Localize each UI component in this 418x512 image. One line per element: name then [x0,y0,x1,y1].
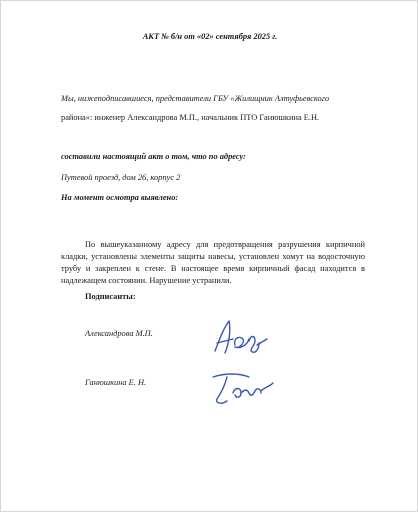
act-title: АКТ № б/н от «02» сентября 2025 г. [142,32,278,41]
intro-line-2: района»: инженер Александрова М.П., начальник ПТО Ганюшкина Е.Н. [61,113,320,122]
compiled-line: составили настоящий акт о том, что по адресу: [61,152,246,161]
signatory-name-2: Ганюшкина Е. Н. [85,378,147,387]
inspection-heading: На момент осмотра выявлено: [61,193,179,202]
findings-paragraph: По вышеуказанному адресу для предотвращения разрушения кирпичной кладки, установлены элементы защиты навесы, установлен хомут на водосточную трубу и закреплен к стене. В настоящее время кирпичный фасад находится в надлежащем состоянии. Нарушение устранили. [61,240,365,285]
signature-1 [205,311,275,361]
signatories-heading: Подписанты: [85,292,136,301]
signatory-name-1: Александрова М.П. [85,329,153,338]
signature-2 [205,365,277,407]
intro-line-1: Мы, нижеподписавшиеся, представители ГБУ «Жилищник Алтуфьевского [61,94,330,103]
address-line: Путевой проезд, дом 26, корпус 2 [61,173,181,182]
